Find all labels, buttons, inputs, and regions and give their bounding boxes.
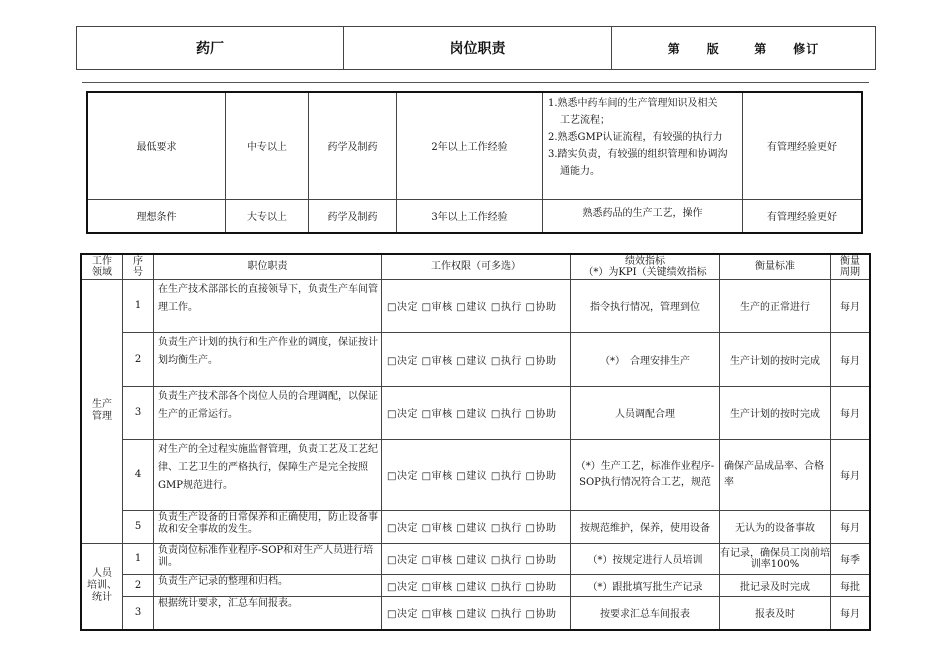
duty-seq: 1 [123,543,154,574]
duty-seq: 5 [123,510,154,543]
duty-description: 在生产技术部部长的直接领导下，负责生产车间管理工作。 [154,279,382,332]
col-header-duty: 职位职责 [154,254,382,279]
col-header-period-line: 周期 [840,266,860,278]
col-header-authority: 工作权限（可多选） [382,254,571,279]
duty-description: 负责生产设备的日常保养和正确使用，防止设备事故和安全事故的发生。 [154,510,382,543]
duty-standard: 生产的正常进行 [720,279,831,332]
duty-seq: 3 [123,386,154,439]
table-row [81,386,870,439]
duty-period: 每月 [831,510,871,543]
duty-description: 负责生产计划的执行和生产作业的调度，保证按计划均衡生产。 [154,332,382,386]
document-title: 岗位职责 [344,27,612,70]
table-row [81,439,870,510]
duty-standard: 无认为的设备事故 [720,510,831,543]
revision-label: 第 修订 [754,41,820,56]
duty-period: 每月 [831,279,871,332]
duty-kpi: 按规范维护，保养，使用设备 [571,510,720,543]
table-row [81,596,870,630]
duties-header-row [81,254,870,279]
authority-options[interactable]: □决定 □审核 □建议 □执行 □协助 [382,574,571,596]
duty-description: 根据统计要求，汇总车间报表。 [154,596,382,630]
req-experience: 3年以上工作经验 [397,199,543,233]
duty-description: 负责生产记录的整理和归档。 [154,574,382,596]
duty-seq: 1 [123,279,154,332]
edition-label: 第 版 [667,41,720,56]
duty-period: 每月 [831,596,871,630]
duty-kpi: 指令执行情况，管理到位 [571,279,720,332]
duty-kpi: （*）跟批填写批生产记录 [571,574,720,596]
duty-period: 每季 [831,543,871,574]
area-training-statistics [81,543,123,630]
authority-options[interactable]: □决定 □审核 □建议 □执行 □协助 [382,596,571,630]
duty-period: 每月 [831,386,871,439]
area-line: 统计 [92,592,112,604]
req-major: 药学及制药 [309,92,397,199]
authority-options[interactable]: □决定 □审核 □建议 □执行 □协助 [382,543,571,574]
col-header-period [831,254,871,279]
col-header-seq [123,254,154,279]
table-row [81,332,870,386]
area-line: 生产 [92,399,112,410]
authority-options[interactable]: □决定 □审核 □建议 □执行 □协助 [382,386,571,439]
area-production [81,279,123,543]
company-name: 药厂 [77,27,344,70]
table-row [81,510,870,543]
duty-standard: 生产计划的按时完成 [720,332,831,386]
duty-description: 负责生产技术部各个岗位人员的合理调配，以保证生产的正常运行。 [154,386,382,439]
req-skills: 熟悉药品的生产工艺，操作 [543,199,743,233]
duty-kpi: 人员调配合理 [571,386,720,439]
document-header [76,26,876,70]
authority-options[interactable]: □决定 □审核 □建议 □执行 □协助 [382,332,571,386]
skill-line: 工艺流程； [560,115,610,126]
area-line: 管理 [92,411,112,422]
duty-standard: 报表及时 [720,596,831,630]
area-line: 培训、 [87,580,117,592]
skill-line: 1.熟悉中药车间的生产管理知识及相关 [548,98,718,109]
req-major: 药学及制药 [309,199,397,233]
requirement-row-minimum [87,92,862,199]
col-header-area-line: 工作 [92,255,112,267]
req-experience: 2年以上工作经验 [397,92,543,199]
duty-seq: 2 [123,574,154,596]
table-row [81,279,870,332]
area-line: 人员 [92,568,112,580]
duty-kpi: （*） 合理安排生产 [571,332,720,386]
col-header-standard: 衡量标准 [720,254,831,279]
duty-seq: 3 [123,596,154,630]
authority-options[interactable]: □决定 □审核 □建议 □执行 □协助 [382,510,571,543]
col-header-seq-line: 号 [133,266,143,278]
requirement-row-ideal [87,199,862,233]
duty-period: 每月 [831,332,871,386]
table-row [81,574,870,596]
edition-revision [612,27,876,70]
duty-period: 每批 [831,574,871,596]
table-row [81,543,870,574]
req-other: 有管理经验更好 [743,199,863,233]
req-label: 理想条件 [87,199,226,233]
col-header-seq-line: 序 [133,255,143,267]
duty-seq: 2 [123,332,154,386]
duty-period: 每月 [831,439,871,510]
duty-description: 对生产的全过程实施监督管理，负责工艺及工艺纪律、工艺卫生的严格执行，保障生产是完全按照GMP规范进行。 [154,439,382,510]
requirements-table [86,91,863,234]
duty-kpi: （*）按规定进行人员培训 [571,543,720,574]
col-header-period-line: 衡量 [840,255,860,267]
duties-table [80,253,871,631]
duty-seq: 4 [123,439,154,510]
authority-options[interactable]: □决定 □审核 □建议 □执行 □协助 [382,439,571,510]
req-label: 最低要求 [87,92,226,199]
skill-line: 2.熟悉GMP认证流程，有较强的执行力 [548,132,723,143]
req-education: 大专以上 [226,199,309,233]
duty-standard: 有记录，确保员工岗前培训率100% [720,543,831,574]
duty-kpi: （*）生产工艺，标准作业程序-SOP执行情况符合工艺，规范 [571,439,720,510]
duty-standard: 确保产品成品率、合格率 [720,439,831,510]
duty-description: 负责岗位标准作业程序-SOP和对生产人员进行培训。 [154,543,382,574]
col-header-kpi-line: （*）为KPI（关键绩效指标 [583,266,707,278]
duty-standard: 生产计划的按时完成 [720,386,831,439]
col-header-kpi-line: 绩效指标 [625,255,665,267]
skill-line: 通能力。 [560,166,600,177]
req-skills [543,92,743,199]
header-divider [82,82,869,83]
req-education: 中专以上 [226,92,309,199]
authority-options[interactable]: □决定 □审核 □建议 □执行 □协助 [382,279,571,332]
skill-line: 3.踏实负责，有较强的组织管理和协调沟 [548,149,728,160]
col-header-area-line: 领域 [92,266,112,278]
col-header-kpi [571,254,720,279]
duty-kpi: 按要求汇总车间报表 [571,596,720,630]
duty-standard: 批记录及时完成 [720,574,831,596]
col-header-area [81,254,123,279]
req-other: 有管理经验更好 [743,92,863,199]
